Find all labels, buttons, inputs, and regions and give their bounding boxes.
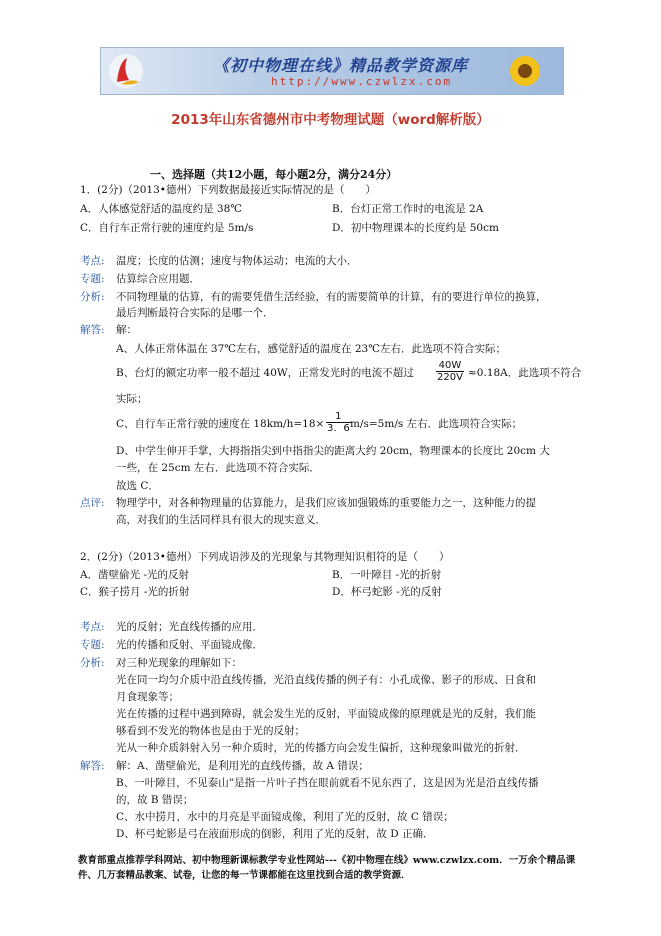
- q1-zhuanti-label: 专题:: [80, 273, 105, 285]
- section-heading: 一、选择题（共12小题，每小题2分，满分24分）: [150, 168, 398, 181]
- q2-answer-b-line2: 的，故 B 错误；: [116, 794, 194, 806]
- banner-title: 《初中物理在线》精品教学资源库: [213, 56, 469, 75]
- q1-fenxi-line-2: 最后判断最符合实际的是哪一个．: [116, 307, 274, 319]
- page-footer: [78, 853, 598, 883]
- q1-fraction-c-num: 1: [326, 411, 351, 423]
- footer-line-1: 教育部重点推荐学科网站、初中物理新课标教学专业性网站---《初中物理在线》www.czwlzx.com．一万余个精品课: [78, 855, 576, 866]
- q1-option-c: C．自行车正常行驶的速度约是 5m/s: [80, 222, 254, 234]
- footer-line-2: 件、几万套精品教案、试卷，让您的每一节课都能在这里找到合适的教学资源．: [78, 870, 411, 881]
- q2-zhuanti: 光的传播和反射、平面镜成像．: [116, 639, 263, 651]
- q1-answer-d-line1: D、中学生伸开手掌，大拇指指尖到中指指尖的距离大约 20cm，物理课本的长度比 20cm 大: [116, 445, 550, 457]
- header-banner: [100, 47, 564, 95]
- q1-option-a: A．人体感觉舒适的温度约是 38℃: [80, 203, 243, 215]
- q2-option-a: A．凿壁偷光 -光的反射: [80, 569, 189, 581]
- banner-url[interactable]: http://www.czwlzx.com: [271, 75, 453, 88]
- q2-option-d: D．杯弓蛇影 -光的反射: [332, 586, 442, 598]
- q2-answer-d: D、杯弓蛇影是弓在液面形成的倒影，利用了光的反射，故 D 正确．: [116, 828, 434, 840]
- q1-option-d: D．初中物理课本的长度约是 50cm: [332, 222, 499, 234]
- q1-answer-c-part2: m/s=5m/s 左右．此选项符合实际；: [350, 418, 523, 430]
- q1-fenxi-label: 分析:: [80, 291, 105, 303]
- sunflower-icon: [505, 51, 545, 91]
- q1-answer-c-part1: C、自行车正常行驶的速度在 18km/h=18×: [116, 418, 325, 430]
- q1-fraction-c: [326, 411, 351, 434]
- q1-fraction-b-num: 40W: [436, 360, 464, 372]
- q1-fenxi-line-1: 不同物理量的估算，有的需要凭借生活经验，有的需要简单的计算，有的要进行单位的换算，: [116, 291, 547, 303]
- q1-answer-d-line2: 一些，在 25cm 左右．此选项不符合实际．: [116, 462, 320, 474]
- q2-fenxi-line-3: 月食现象等；: [116, 691, 179, 703]
- q1-conclusion: 故选 C．: [116, 480, 159, 492]
- q1-zhuanti: 估算综合应用题．: [116, 273, 200, 285]
- q2-answer-c: C、水中捞月，水中的月亮是平面镜成像，利用了光的反射，故 C 错误；: [116, 811, 454, 823]
- q2-option-c: C．猴子捞月 -光的折射: [80, 586, 190, 598]
- q1-option-b: B．台灯正常工作时的电流是 2A: [332, 203, 484, 215]
- q2-option-b: B．一叶障目 -光的折射: [332, 569, 442, 581]
- q2-fenxi-line-2: 光在同一均匀介质中沿直线传播，光沿直线传播的例子有：小孔成像、影子的形成、日食和: [116, 674, 536, 686]
- q1-jie: 解：: [116, 324, 137, 336]
- q1-kaodian-label: 考点:: [80, 255, 105, 267]
- q1-answer-b-line2: 实际；: [116, 393, 148, 405]
- q2-stem: 2．(2分)（2013•德州）下列成语涉及的光现象与其物理知识相符的是（ ）: [80, 551, 450, 563]
- q2-answer-a: 解：A、凿壁偷光，是利用光的直线传播，故 A 错误；: [116, 760, 369, 772]
- q1-kaodian: 温度；长度的估测；速度与物体运动；电流的大小．: [116, 255, 358, 267]
- q2-fenxi-line-4: 光在传播的过程中遇到障碍，就会发生光的反射，平面镜成像的原理就是光的反射，我们能: [116, 708, 536, 720]
- q2-fenxi-line-6: 光从一种介质斜射入另一种介质时，光的传播方向会发生偏折，这种现象叫做光的折射．: [116, 742, 526, 754]
- q2-jieda-label: 解答:: [80, 760, 105, 772]
- q1-answer-b-part1: B、台灯的额定功率一般不超过 40W，正常发光时的电流不超过: [116, 367, 414, 379]
- q1-fraction-b-den: 220V: [437, 372, 463, 383]
- site-logo-icon: [107, 52, 145, 90]
- q1-fraction-b: [436, 360, 464, 383]
- q1-dianping-line-2: 高，对我们的生活同样具有很大的现实意义．: [116, 514, 326, 526]
- document-title: 2013年山东省德州市中考物理试题（word解析版）: [171, 112, 490, 128]
- q1-dianping-line-1: 物理学中，对各种物理量的估算能力，是我们应该加强锻炼的重要能力之一，这种能力的提: [116, 497, 536, 509]
- q1-fraction-c-den: 3．6: [327, 423, 350, 434]
- q1-dianping-label: 点评:: [80, 497, 105, 509]
- q2-fenxi-label: 分析:: [80, 657, 105, 669]
- q2-kaodian: 光的反射；光直线传播的应用．: [116, 621, 263, 633]
- q2-zhuanti-label: 专题:: [80, 639, 105, 651]
- q2-kaodian-label: 考点:: [80, 621, 105, 633]
- q1-answer-b-part2: ≈0.18A．此选项不符合: [468, 367, 582, 379]
- q2-fenxi-line-1: 对三种光现象的理解如下：: [116, 657, 242, 669]
- q1-jieda-label: 解答:: [80, 324, 105, 336]
- q2-fenxi-line-5: 够看到不发光的物体也是由于光的反射；: [116, 725, 305, 737]
- q1-stem: 1．(2分)（2013•德州）下列数据最接近实际情况的是（ ）: [80, 184, 376, 196]
- q1-answer-a: A、人体正常体温在 37℃左右，感觉舒适的温度在 23℃左右．此选项不符合实际；: [116, 343, 506, 355]
- q2-answer-b-line1: B、一叶障目，不见泰山”是指一片叶子挡在眼前就看不见东西了，这是因为光是沿直线传播: [116, 777, 539, 789]
